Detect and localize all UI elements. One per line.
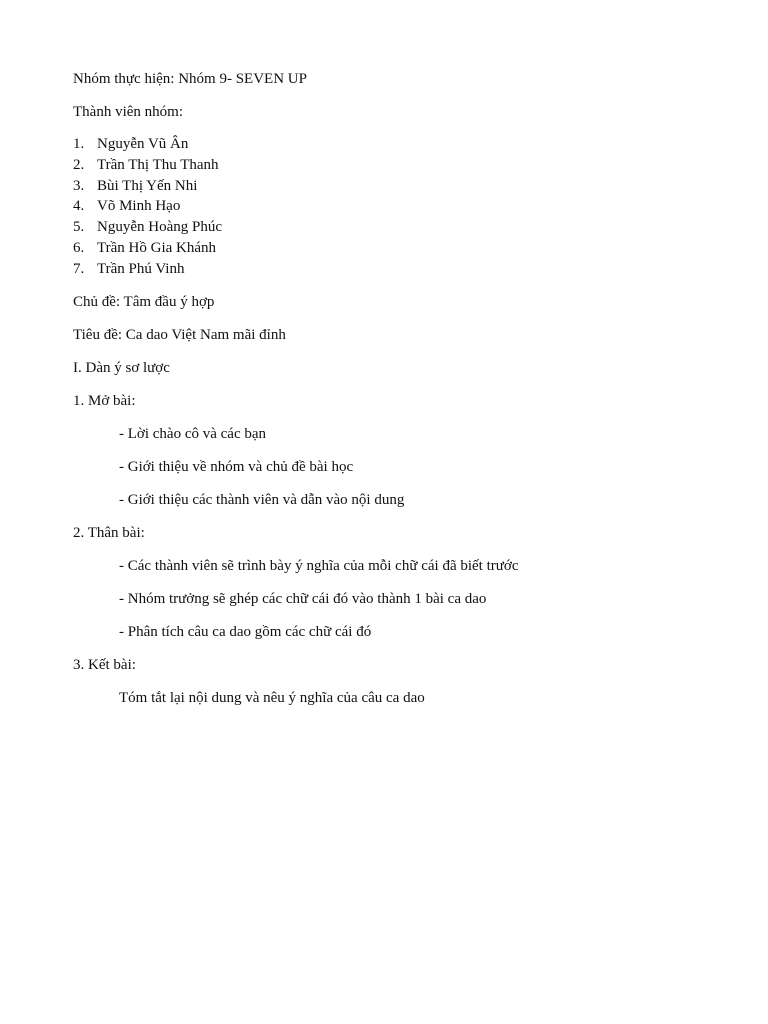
topic-line: Chủ đề: Tâm đầu ý hợp xyxy=(73,294,215,310)
section-heading-conclusion: 3. Kết bài: xyxy=(73,657,136,673)
member-name: Nguyễn Vũ Ân xyxy=(97,136,189,152)
member-number: 3. xyxy=(73,177,85,194)
section-heading-intro: 1. Mở bài: xyxy=(73,393,136,409)
section-item: - Nhóm trưởng sẽ ghép các chữ cái đó vào thành 1 bài ca dao xyxy=(119,591,487,607)
member-name: Bùi Thị Yến Nhi xyxy=(97,177,198,194)
member-item xyxy=(73,135,222,156)
member-item xyxy=(73,156,222,177)
member-number: 4. xyxy=(73,198,85,215)
member-name: Trần Thị Thu Thanh xyxy=(97,156,219,173)
section-item: - Phân tích câu ca dao gồm các chữ cái đó xyxy=(119,624,372,640)
section-item: - Các thành viên sẽ trình bày ý nghĩa của mỗi chữ cái đã biết trước xyxy=(119,558,519,574)
section-item: Tóm tắt lại nội dung và nêu ý nghĩa của câu ca dao xyxy=(119,690,425,706)
member-number: 6. xyxy=(73,239,85,256)
section-item: - Giới thiệu về nhóm và chủ đề bài học xyxy=(119,459,354,475)
title-line: Tiêu đề: Ca dao Việt Nam mãi đỉnh xyxy=(73,327,286,343)
member-item xyxy=(73,218,222,239)
member-name: Trần Phú Vinh xyxy=(97,260,185,277)
section-heading-body: 2. Thân bài: xyxy=(73,525,145,541)
member-number: 5. xyxy=(73,219,85,236)
member-number: 1. xyxy=(73,136,85,152)
member-name: Võ Minh Hạo xyxy=(97,198,181,215)
member-name: Nguyễn Hoàng Phúc xyxy=(97,219,222,236)
members-heading: Thành viên nhóm: xyxy=(73,104,183,120)
section-item: - Giới thiệu các thành viên và dẫn vào nội dung xyxy=(119,492,405,508)
members-list xyxy=(73,135,222,281)
member-number: 2. xyxy=(73,156,85,173)
section-item: - Lời chào cô và các bạn xyxy=(119,426,267,442)
member-name: Trần Hồ Gia Khánh xyxy=(97,239,217,256)
member-number: 7. xyxy=(73,260,85,277)
outline-heading: I. Dàn ý sơ lược xyxy=(73,360,170,376)
member-item xyxy=(73,260,222,281)
member-item xyxy=(73,239,222,260)
member-item xyxy=(73,177,222,198)
member-item xyxy=(73,197,222,218)
group-line: Nhóm thực hiện: Nhóm 9- SEVEN UP xyxy=(73,71,307,87)
